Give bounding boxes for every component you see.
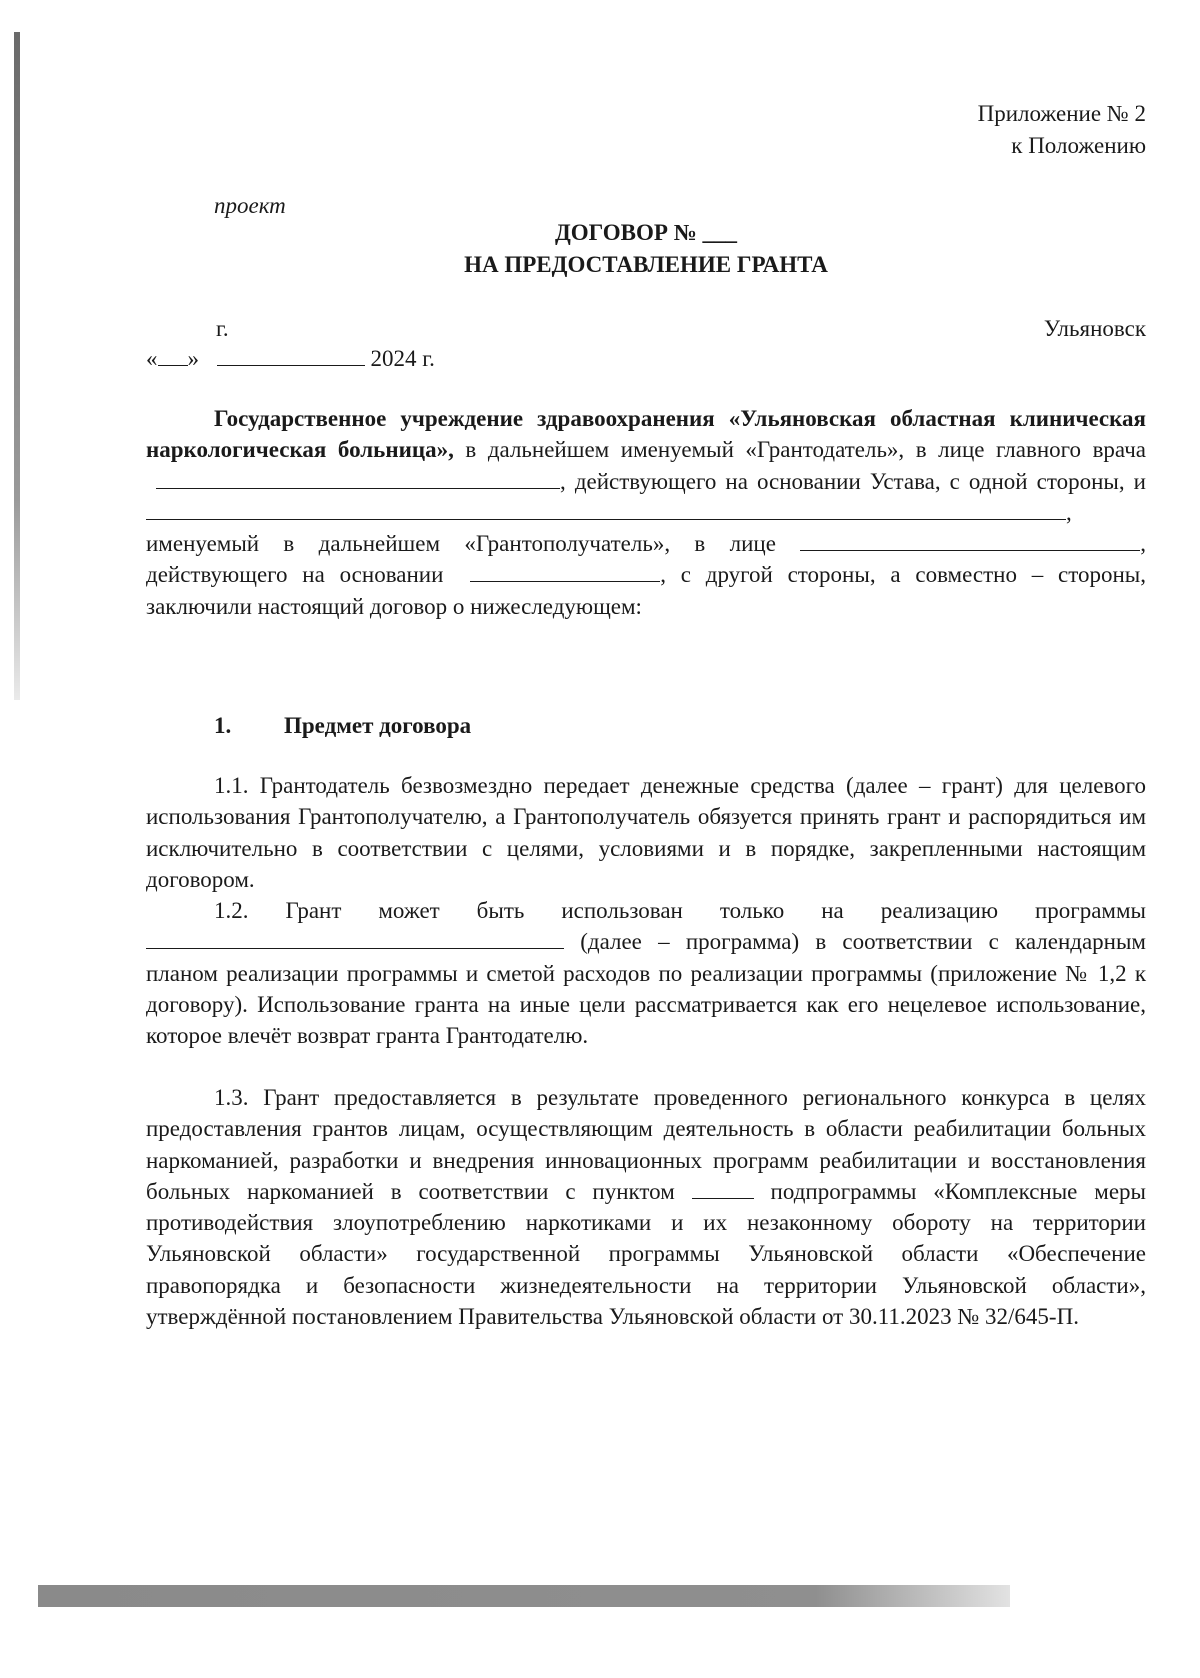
grantee-rep-blank: [800, 532, 1140, 551]
grantee-name-blank: [146, 501, 1066, 520]
preamble: [146, 403, 1146, 622]
month-blank: [217, 347, 365, 366]
preamble-text-2: , действующего на основании Устава, с одной стороны, и: [560, 468, 1146, 494]
city-prefix: г.: [216, 316, 229, 341]
city-name: Ульяновск: [1043, 316, 1146, 341]
grantor-name: Государственное учреждение здравоохранения «Ульяновская областная клиническая наркологическая больница»,: [146, 406, 1146, 463]
clause-1-2-text-b: (далее – программа) в соответствии с календарным планом реализации программы и сметой расходов по реализации программы (приложение № 1,2 к договору). Использование гранта на иные цели рассматривается как его нецелевое использование, которое влечёт возврат гранта Грантодателю.: [146, 929, 1146, 1049]
date-quote-close: »: [187, 346, 199, 371]
date-year: 2024 г.: [370, 346, 435, 371]
head-doctor-blank: [156, 470, 560, 489]
contract-date: [146, 346, 435, 372]
preamble-text-3: , именуемый в дальнейшем «Грантополучатель», в лице: [146, 499, 1072, 557]
appendix-line-1: Приложение № 2: [977, 101, 1146, 126]
contract-title: ДОГОВОР № ___: [554, 220, 738, 245]
item-number-blank: [692, 1180, 754, 1199]
grantee-basis-blank: [470, 563, 660, 582]
preamble-text-1: в дальнейшем именуемый «Грантодатель», в лице главного врача: [465, 437, 1146, 463]
clause-1-1: 1.1. Грантодатель безвозмездно передает денежные средства (далее – грант) для целевого использования Грантополучателю, а Грантополучатель обязуется принять грант и распорядиться им исключительно в соответствии с целями, условиями и в порядке, закрепленными настоящим договором.: [146, 773, 1146, 892]
section-1-heading: [214, 713, 471, 739]
program-name-blank: [146, 930, 564, 949]
preamble-text-5: , с другой стороны, а совместно – стороны, заключили настоящий договор о нижеследующем:: [146, 562, 1146, 619]
contract-subtitle: НА ПРЕДОСТАВЛЕНИЕ ГРАНТА: [464, 252, 828, 277]
clause-1-2: [146, 895, 1146, 1051]
clause-1-3-text-a: 1.3. Грант предоставляется в результате проведенного регионального конкурса в целях предоставления грантов лицам, осуществляющим деятельность в области реабилитации больных наркоманией, разработки и внедрения инновационных программ реабилитации и восстановления больных наркоманией в соответствии с пунктом: [146, 1085, 1146, 1204]
appendix-line-2: к Положению: [1011, 133, 1146, 158]
clause-1-2-text-a: 1.2. Грант может быть использован только на реализацию программы: [214, 898, 1146, 923]
section-1-number: 1.: [214, 713, 232, 738]
draft-mark: проект: [214, 193, 286, 218]
preamble-text-4: , действующего на основании: [146, 531, 1147, 588]
section-1-title: Предмет договора: [284, 713, 472, 738]
scan-edge-bottom: [38, 1585, 1010, 1607]
clause-1-3-text-b: подпрограммы «Комплексные меры противодействия злоупотреблению наркотиками и их незаконному обороту на территории Ульяновской области» государственной программы Ульяновской области «Обеспечение правопорядка и безопасности жизнедеятельности на территории Ульяновской области», утверждённой постановлением Правительства Ульяновской области от 30.11.2023 № 32/645-П.: [146, 1178, 1146, 1330]
clause-1-3: [146, 1082, 1146, 1332]
scan-edge-left: [14, 32, 20, 700]
day-blank: [158, 347, 188, 366]
appendix-note: [978, 98, 1146, 162]
date-quote-open: «: [146, 346, 158, 371]
